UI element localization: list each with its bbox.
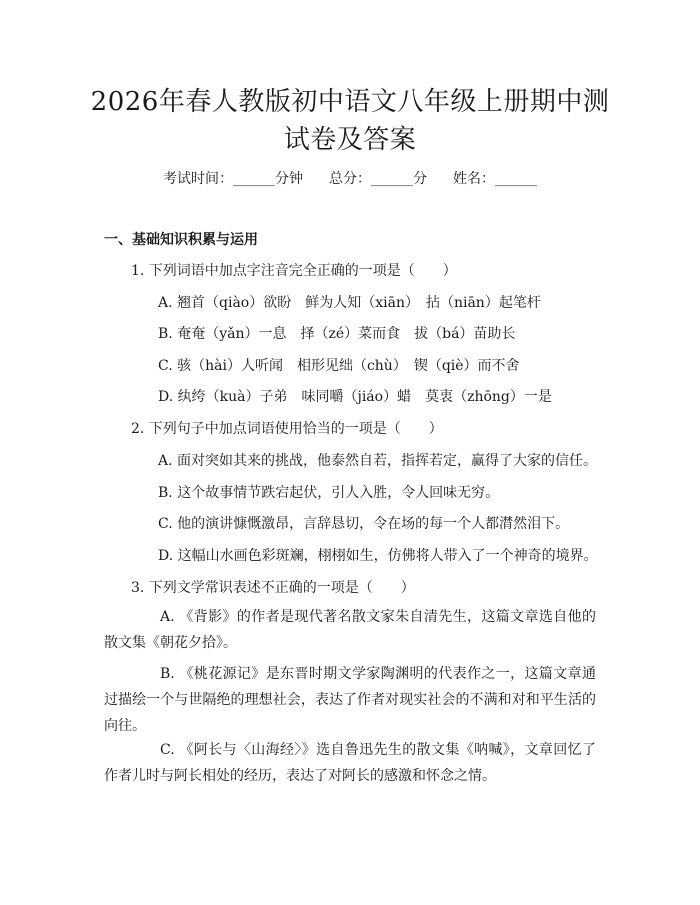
page-title: 2026年春人教版初中语文八年级上册期中测试卷及答案: [90, 87, 610, 155]
question-option: C. 他的演讲慷慨激昂，言辞恳切，令在场的每一个人都潸然泪下。: [158, 516, 570, 532]
question-option: C. 骇（hài）人听闻 相形见绌（chù） 锲（qiè）而不舍: [158, 358, 520, 374]
section-heading: 一、基础知识积累与运用: [104, 232, 258, 248]
question-option: B. 这个故事情节跌宕起伏，引人入胜，令人回味无穷。: [158, 485, 500, 501]
question-option: D. 这幅山水画色彩斑斓，栩栩如生，仿佛将人带入了一个神奇的境界。: [158, 548, 598, 564]
question-option: B. 奄奄（yǎn）一息 择（zé）菜而食 拔（bá）苗助长: [158, 326, 516, 342]
question-option: A. 《背影》的作者是现代著名散文家朱自清先生，这篇文章选自他的散文集《朝花夕拾》。: [104, 609, 596, 651]
exam-time: 考试时间：______分钟: [163, 171, 303, 187]
exam-meta: [0, 169, 700, 189]
question-option: A. 翘首（qiào）欲盼 鲜为人知（xiān） 拈（niān）起笔杆: [158, 295, 541, 311]
question-option: B. 《桃花源记》是东晋时期文学家陶渊明的代表作之一，这篇文章通过描绘一个与世隔绝的理想社会，表达了作者对现实社会的不满和对和平生活的向往。: [104, 666, 596, 734]
question-option: C. 《阿长与〈山海经〉》选自鲁迅先生的散文集《呐喊》，文章回忆了作者儿时与阿长相处的经历，表达了对阿长的感激和怀念之情。: [104, 742, 596, 784]
question-option: A. 面对突如其来的挑战，他泰然自若，指挥若定，赢得了大家的信任。: [158, 453, 598, 469]
question-stem: 2. 下列句子中加点词语使用恰当的一项是（ ）: [131, 421, 443, 437]
question-stem: 3. 下列文学常识表述不正确的一项是（ ）: [131, 580, 415, 596]
student-name: 姓名：______: [453, 171, 537, 187]
question-option: D. 纨绔（kuà）子弟 味同嚼（jiáo）蜡 莫衷（zhōng）一是: [158, 389, 552, 405]
total-score: 总分：______分: [329, 171, 427, 187]
question-stem: 1. 下列词语中加点字注音完全正确的一项是（ ）: [131, 263, 457, 279]
